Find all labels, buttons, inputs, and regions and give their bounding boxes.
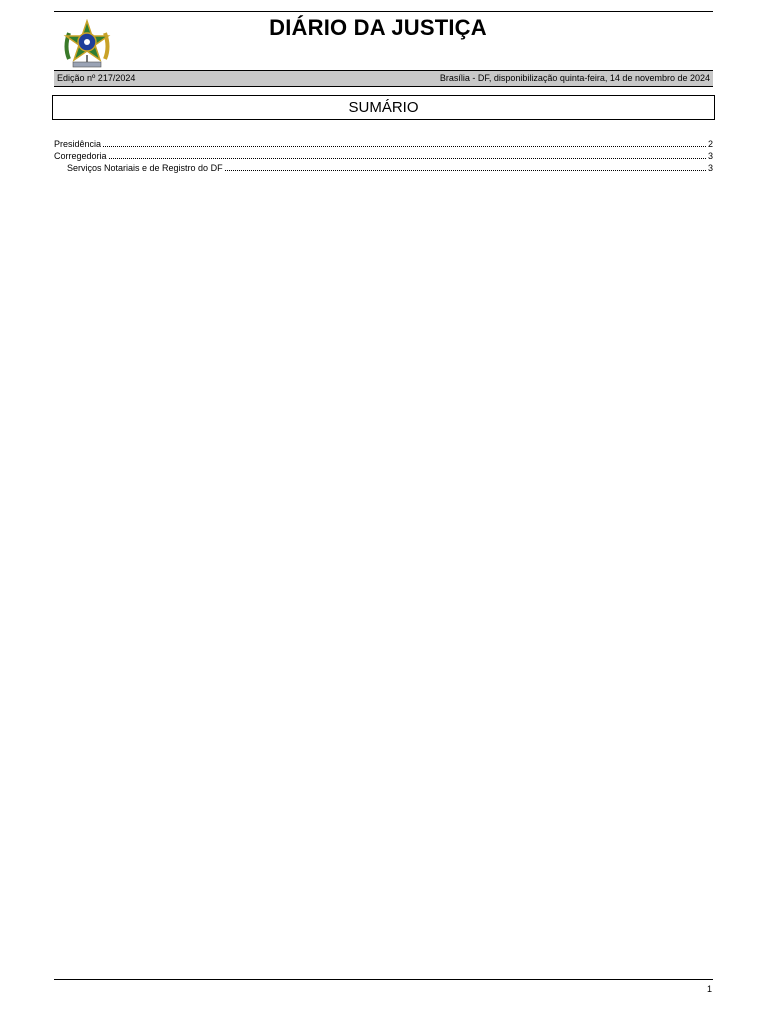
bottom-rule — [54, 979, 713, 980]
edition-bar — [54, 70, 713, 87]
page-title: DIÁRIO DA JUSTIÇA — [269, 15, 487, 40]
page-number: 1 — [706, 984, 712, 994]
edition-number: Edição nº 217/2024 — [57, 73, 136, 83]
toc-entry-page: 3 — [707, 163, 713, 173]
brazil-coat-of-arms-icon — [61, 19, 113, 69]
toc-entry-page: 3 — [707, 151, 713, 161]
dot-leader — [109, 150, 706, 159]
toc-entry-label: Corregedoria — [54, 151, 107, 161]
dot-leader — [103, 138, 706, 147]
toc-entry-servicos-notariais[interactable] — [54, 162, 713, 174]
summary-heading: SUMÁRIO — [52, 95, 715, 120]
publication-date: Brasília - DF, disponibilização quinta-feira, 14 de novembro de 2024 — [439, 73, 710, 83]
toc-entry-corregedoria[interactable] — [54, 150, 713, 162]
toc-entry-label: Presidência — [54, 139, 102, 149]
toc-entry-label: Serviços Notariais e de Registro do DF — [67, 163, 223, 173]
table-of-contents — [54, 138, 713, 174]
toc-entry-presidencia[interactable] — [54, 138, 713, 150]
top-rule — [54, 11, 713, 12]
toc-entry-page: 2 — [707, 139, 713, 149]
dot-leader — [225, 162, 706, 171]
